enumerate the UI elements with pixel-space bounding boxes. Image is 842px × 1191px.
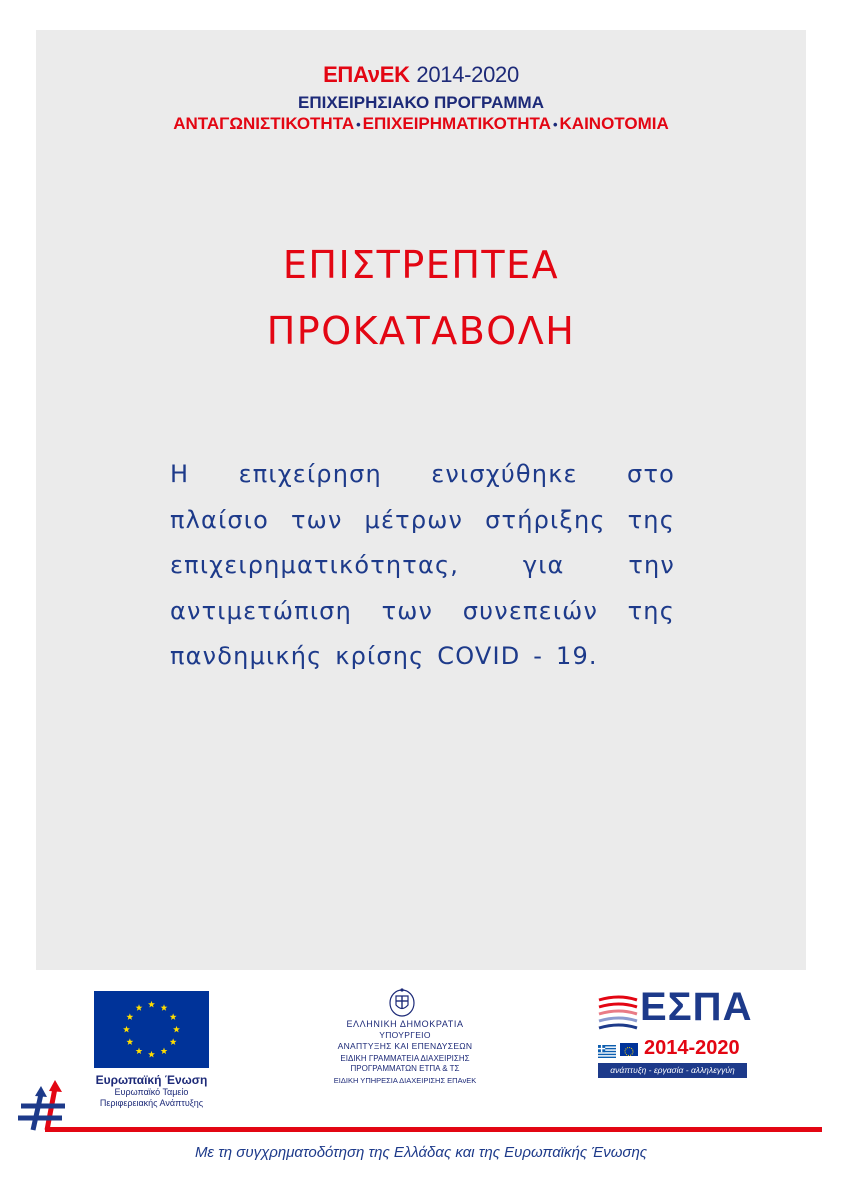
program-name: ΕΠΙΧΕΙΡΗΣΙΑΚΟ ΠΡΟΓΡΑΜΜΑ xyxy=(297,93,544,112)
footer-divider xyxy=(45,1127,822,1132)
ministry-line-6: ΕΙΔΙΚΗ ΥΠΗΡΕΣΙΑ ΔΙΑΧΕΙΡΙΣΗΣ ΕΠΑνΕΚ xyxy=(333,1076,477,1085)
epanek-brand: ΕΠΑνΕΚ xyxy=(323,62,410,87)
title-line-1: ΕΠΙΣΤΡΕΠΤΕΑ xyxy=(282,243,560,287)
title-line-2: ΠΡΟΚΑΤΑΒΟΛΗ xyxy=(266,309,576,353)
eu-flag-icon xyxy=(94,991,209,1068)
ministry-line-4: ΕΙΔΙΚΗ ΓΡΑΜΜΑΤΕΙΑ ΔΙΑΧΕΙΡΙΣΗΣ xyxy=(340,1054,470,1063)
support-statement: Η επιχείρηση ενισχύθηκε στο πλαίσιο των μέτρων στήριξης της επιχειρηματικότητας, για την αντιμετώπιση των συνεπειών της πανδημικής κρίσης COVID - 19. xyxy=(170,460,675,670)
espa-slogan: ανάπτυξη - εργασία - αλληλεγγύη xyxy=(598,1063,747,1078)
epanek-logo xyxy=(0,62,842,88)
espa-wing-icon xyxy=(597,994,639,1034)
ministry-line-3: ΑΝΑΠΤΥΞΗΣ ΚΑΙ ΕΠΕΝΔΥΣΕΩΝ xyxy=(337,1041,473,1051)
eu-star xyxy=(161,1004,168,1011)
eu-fund-line-2: Περιφερειακής Ανάπτυξης xyxy=(99,1098,204,1108)
axis-entrepreneurship: ΕΠΙΧΕΙΡΗΜΑΤΙΚΟΤΗΤΑ xyxy=(362,114,551,133)
eu-mini-flag-icon xyxy=(620,1043,638,1056)
epanek-years: 2014-2020 xyxy=(416,62,519,87)
eu-fund xyxy=(80,1087,223,1109)
axis-competitiveness: ΑΝΤΑΓΩΝΙΣΤΙΚΟΤΗΤΑ xyxy=(173,114,355,133)
eu-star xyxy=(173,1026,180,1033)
eu-star xyxy=(136,1004,143,1011)
ministry-line-2: ΥΠΟΥΡΓΕΙΟ xyxy=(379,1030,431,1040)
eu-name: Ευρωπαϊκή Ένωση xyxy=(95,1073,208,1087)
eu-star xyxy=(126,1038,133,1045)
greek-emblem-icon xyxy=(388,987,416,1017)
axis-separator: • xyxy=(552,117,558,132)
eu-star xyxy=(148,1001,155,1008)
ministry-line-5: ΠΡΟΓΡΑΜΜΑΤΩΝ ΕΤΠΑ & ΤΣ xyxy=(350,1064,460,1073)
greek-flag-icon xyxy=(598,1043,616,1056)
eu-star xyxy=(170,1038,177,1045)
espa-name: ΕΣΠΑ xyxy=(640,985,753,1029)
eu-star xyxy=(148,1051,155,1058)
axis-innovation: ΚΑΙΝΟΤΟΜΙΑ xyxy=(559,114,669,133)
program-axes xyxy=(0,114,842,134)
eu-star xyxy=(161,1048,168,1055)
ministry-line-1: ΕΛΛΗΝΙΚΗ ΔΗΜΟΚΡΑΤΙΑ xyxy=(346,1019,464,1029)
eu-star xyxy=(123,1026,130,1033)
axis-separator: • xyxy=(356,117,361,132)
footer-cofunding-text: Με τη συγχρηματοδότηση της Ελλάδας και της Ευρωπαϊκής Ένωσης xyxy=(194,1144,648,1161)
eu-star xyxy=(170,1013,177,1020)
eu-star xyxy=(126,1013,133,1020)
hashtag-arrows-icon xyxy=(15,1080,69,1132)
espa-years: 2014-2020 xyxy=(644,1037,740,1059)
eu-star xyxy=(136,1048,143,1055)
eu-fund-line-1: Ευρωπαϊκό Ταμείο xyxy=(114,1087,189,1097)
